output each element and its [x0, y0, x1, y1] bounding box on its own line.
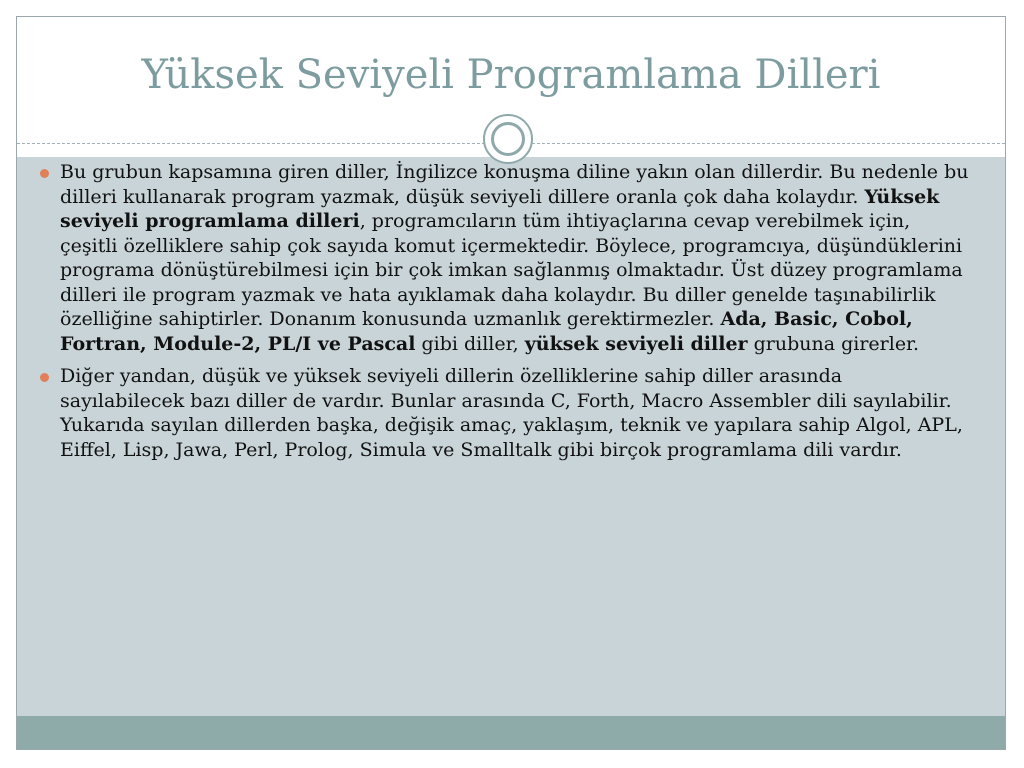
bullet-text: Bu grubun kapsamına giren diller, İngilizce konuşma diline yakın olan dillerdir. Bu nedenle bu dilleri kullanarak program yazmak, düşük seviyeli dillere oranla çok daha kolaydır.	[60, 161, 969, 208]
bullet-text: grubuna girerler.	[747, 332, 920, 355]
bullet-text-bold: Ada, Basic, Cobol, Fortran, Module-2, PL/I ve Pascal	[60, 308, 913, 355]
bullet-item	[40, 364, 970, 462]
bottom-bar	[17, 716, 1005, 750]
bullet-list	[40, 160, 970, 470]
divider-circle-ornament	[483, 114, 533, 164]
bullet-text-bold: yüksek seviyeli diller	[524, 332, 748, 355]
bullet-dot-icon	[40, 373, 49, 382]
bullet-text: , programcıların tüm ihtiyaçlarına cevap verebilmek için, çeşitli özelliklere sahip çok sayıda komut içermektedir. Böylece, programcıya, düşündüklerini programa dönüştürebilmesi için bir çok imkan sağlanmış olmaktadır. Üst düzey programlama dilleri ile program yazmak ve hata ayıklamak daha kolaydır. Bu diller genelde taşınabilirlik özelliğine sahiptirler. Donanım konusunda uzmanlık gerektirmezler.	[60, 210, 963, 330]
slide-title: Yüksek Seviyeli Programlama Dilleri	[141, 52, 881, 98]
bullet-text: gibi diller,	[415, 332, 525, 355]
bullet-text: Diğer yandan, düşük ve yüksek seviyeli dillerin özelliklerine sahip diller arasında sayılabilecek bazı diller de vardır. Bunlar arasında C, Forth, Macro Assembler dili sayılabilir. Yukarıda sayılan dillerden başka, değişik amaç, yaklaşım, teknik ve yapılara sahip Algol, APL, Eiffel, Lisp, Jawa, Perl, Prolog, Simula ve Smalltalk gibi birçok programlama dili vardır.	[60, 365, 963, 461]
bullet-text-bold: Yüksek seviyeli programlama dilleri	[60, 185, 940, 232]
bullet-item	[40, 160, 970, 356]
bullet-dot-icon	[40, 169, 49, 178]
